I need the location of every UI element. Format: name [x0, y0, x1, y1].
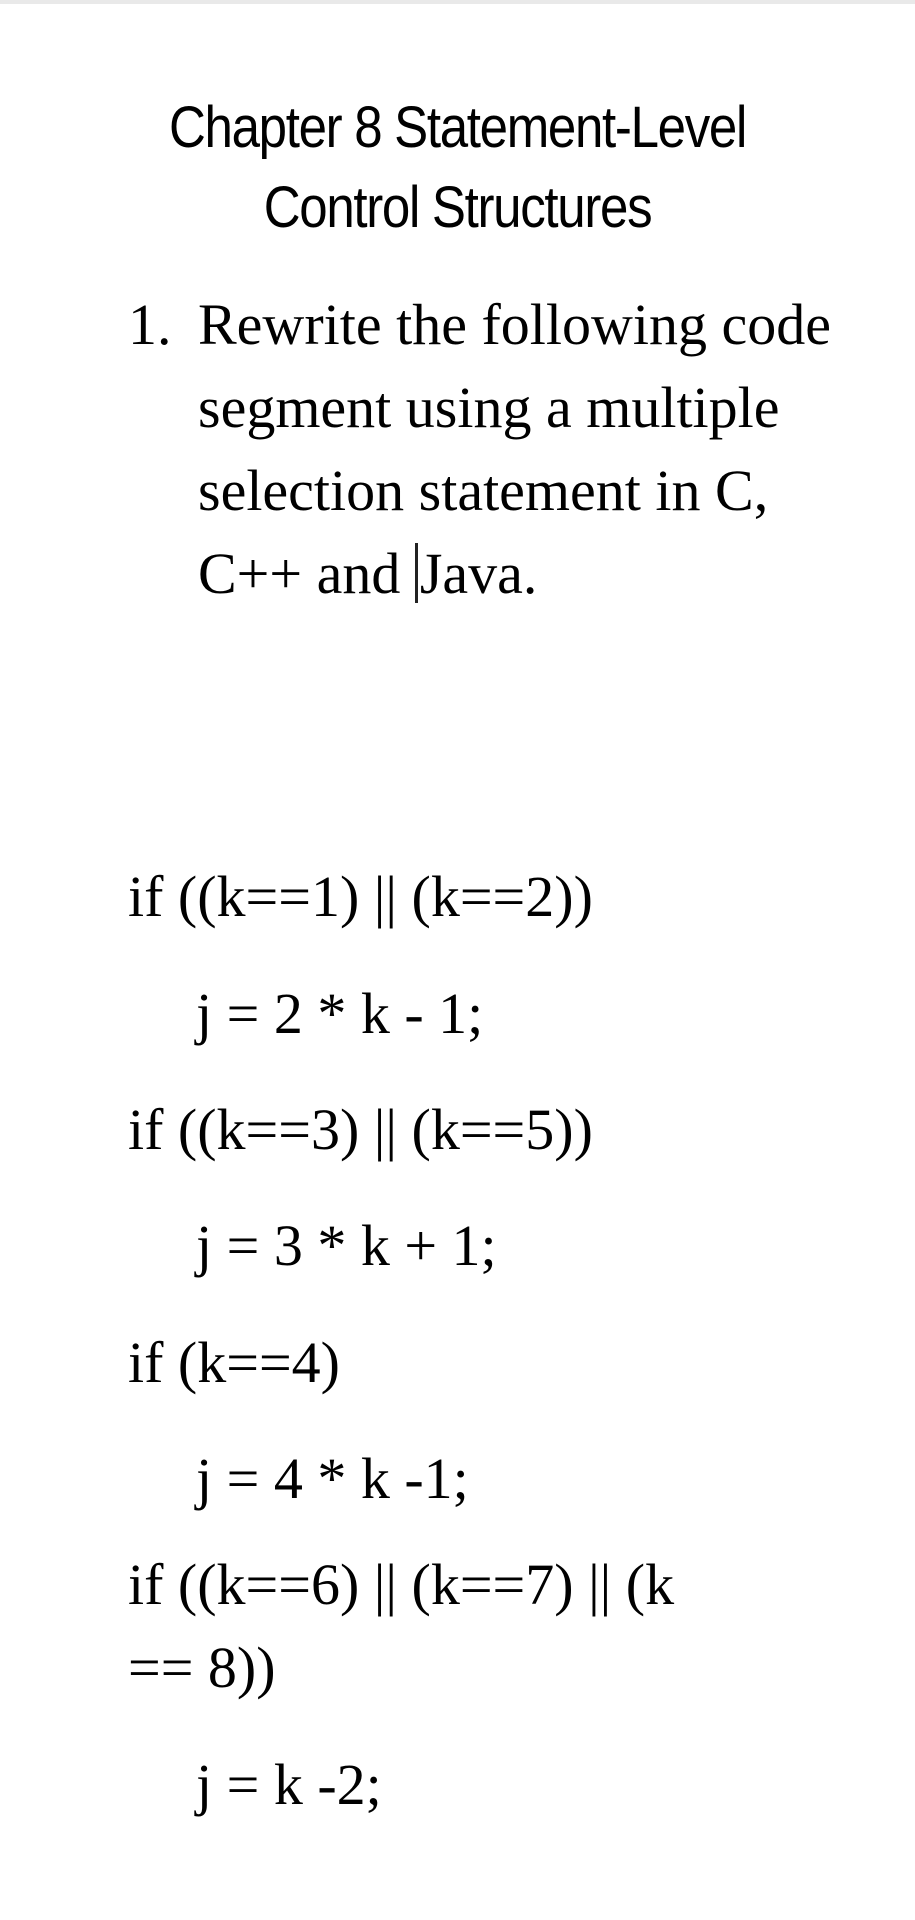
chapter-title [55, 88, 860, 248]
code-line-if-3: if (k==4) [128, 1330, 340, 1395]
code-line-if-4-continued: == 8)) [128, 1635, 276, 1700]
question-text-before-cursor: Rewrite the following code segment using a multiple selection statement in C, C++ and [198, 292, 831, 606]
chapter-title-line-1: Chapter 8 Statement-Level [168, 95, 746, 160]
code-line-if-1: if ((k==1) || (k==2)) [128, 864, 593, 929]
question-text-after-cursor: Java. [419, 541, 538, 606]
chapter-title-line-2: Control Structures [263, 175, 652, 240]
code-line-assign-4: j = k -2; [196, 1752, 382, 1817]
code-line-assign-2: j = 3 * k + 1; [196, 1213, 497, 1278]
text-cursor [415, 543, 418, 603]
code-line-assign-1: j = 2 * k - 1; [196, 981, 484, 1046]
question-text[interactable] [198, 283, 838, 615]
code-line-assign-3: j = 4 * k -1; [196, 1446, 469, 1511]
code-line-if-2: if ((k==3) || (k==5)) [128, 1097, 593, 1162]
code-line-if-4: if ((k==6) || (k==7) || (k [128, 1552, 675, 1617]
question-number: 1. [128, 292, 172, 357]
